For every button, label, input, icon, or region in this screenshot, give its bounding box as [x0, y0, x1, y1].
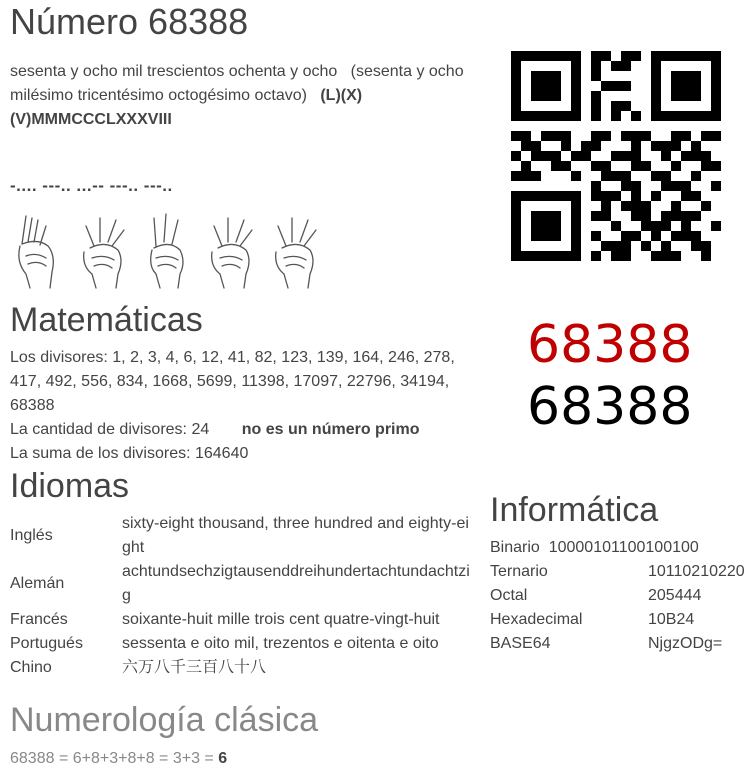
numerology-result: 6 — [218, 750, 228, 767]
language-name: Chino — [10, 659, 52, 676]
computing-table — [490, 536, 745, 656]
sign-hand-8-icon — [204, 212, 260, 290]
morse-code: -.... ---.. ...-- ---.. ---.. — [10, 176, 173, 195]
big-number-black: 68388 — [527, 377, 693, 437]
computing-heading: Informática — [490, 491, 659, 529]
languages-heading: Idiomas — [10, 467, 130, 505]
table-row — [10, 632, 475, 656]
table-row — [10, 656, 475, 680]
base64-label: BASE64 — [490, 635, 551, 652]
divisors-label: Los divisores: — [10, 349, 108, 366]
table-row — [490, 608, 745, 632]
language-text: sixty-eight thousand, three hundred and eighty-eight — [122, 515, 469, 556]
math-heading: Matemáticas — [10, 301, 203, 339]
binary-line — [490, 536, 745, 560]
divisors-list: 1, 2, 3, 4, 6, 12, 41, 82, 123, 139, 164, 246, 278, 417, 492, 556, 834, 1668, 5699, 11398, 17097, 22796, 34194, 68388 — [10, 349, 455, 414]
sign-language-row — [12, 212, 324, 290]
page-title: Número 68388 — [10, 1, 249, 42]
language-name: Inglés — [10, 527, 53, 544]
table-row — [490, 560, 745, 584]
hex-label: Hexadecimal — [490, 611, 583, 628]
divisor-count: 24 — [191, 421, 210, 438]
language-text: sessenta e oito mil, trezentos e oitenta e oito — [122, 635, 439, 652]
divisor-sum-label: La suma de los divisores: — [10, 445, 191, 462]
language-text: 六万八千三百八十八 — [122, 659, 267, 676]
octal-value: 205444 — [648, 587, 702, 604]
numerology-equation: 68388 = 6+8+3+8+8 = 3+3 = — [10, 750, 214, 767]
binary-label: Binario — [490, 539, 540, 556]
language-text: soixante-huit mille trois cent quatre-vingt-huit — [122, 611, 440, 628]
divisor-count-label: La cantidad de divisores: — [10, 421, 187, 438]
language-name: Alemán — [10, 575, 65, 592]
roman-numeral: (L)(X)(V)MMMCCCLXXXVIII — [10, 87, 363, 128]
numerology-heading: Numerología clásica — [10, 701, 319, 739]
spanish-cardinal: sesenta y ocho mil trescientos ochenta y ocho — [10, 63, 338, 80]
table-row — [490, 584, 745, 608]
language-text: achtundsechzigtausenddreihundertachtundachtzig — [122, 563, 470, 604]
ternary-value: 10110210220 — [648, 563, 745, 580]
sign-hand-8-icon — [268, 212, 324, 290]
divisor-sum: 164640 — [194, 445, 249, 462]
ternary-label: Ternario — [490, 563, 548, 580]
numerology-line — [10, 747, 227, 771]
spanish-ordinal: (sesenta y ocho milésimo tricentésimo octogésimo octavo) — [10, 63, 464, 104]
octal-label: Octal — [490, 587, 528, 604]
sign-hand-3-icon — [140, 212, 196, 290]
binary-value: 10000101100100100 — [548, 539, 699, 556]
divisor-sum-line — [10, 442, 470, 466]
big-number-red: 68388 — [527, 315, 693, 375]
prime-status: no es un número primo — [241, 421, 420, 438]
language-name: Portugués — [10, 635, 83, 652]
sign-hand-8-icon — [76, 212, 132, 290]
table-row — [10, 512, 475, 560]
math-section — [10, 346, 470, 466]
language-name: Francés — [10, 611, 68, 628]
divisor-count-line — [10, 418, 470, 442]
table-row — [490, 632, 745, 656]
sign-hand-6-icon — [12, 212, 68, 290]
table-row — [10, 608, 475, 632]
divisors-line — [10, 346, 470, 418]
base64-value: NjgzODg= — [648, 635, 723, 652]
number-words — [10, 60, 480, 132]
hex-value: 10B24 — [648, 611, 695, 628]
qr-code-icon — [511, 51, 721, 261]
table-row — [490, 536, 745, 560]
table-row — [10, 560, 475, 608]
languages-table — [10, 512, 475, 680]
